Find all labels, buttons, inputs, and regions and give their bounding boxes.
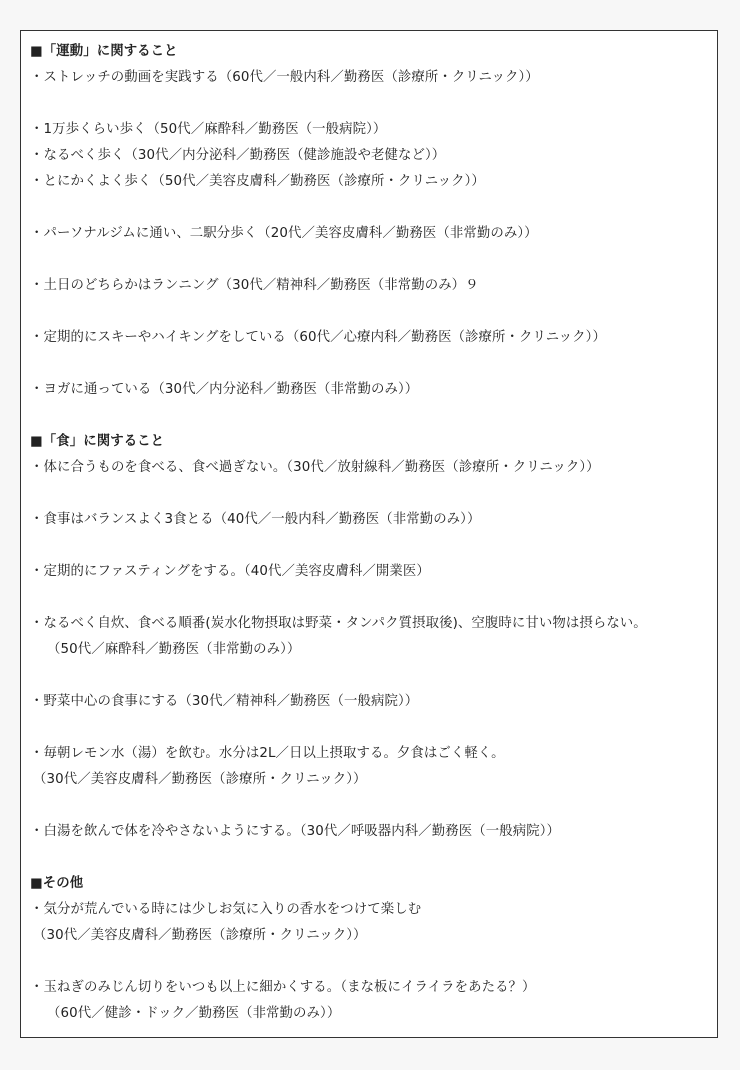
list-item-continued: （60代／健診・ドック／勤務医（非常勤のみ））: [47, 1006, 341, 1021]
article-box: [20, 30, 718, 1038]
list-item: ・白湯を飲んで体を冷やさないようにする。（30代／呼吸器内科／勤務医（一般病院））: [30, 824, 560, 839]
section-heading-other: ■その他: [30, 876, 84, 891]
list-item: ・野菜中心の食事にする（30代／精神科／勤務医（一般病院））: [30, 694, 419, 709]
list-item: ・定期的にファスティングをする。（40代／美容皮膚科／開業医）: [30, 564, 430, 579]
list-item: ・なるべく歩く（30代／内分泌科／勤務医（健診施設や老健など））: [30, 148, 446, 163]
list-item: ・玉ねぎのみじん切りをいつも以上に細かくする。（まな板にイライラをあたる？）: [30, 980, 536, 995]
list-item-continued: （50代／麻酔科／勤務医（非常勤のみ））: [47, 642, 301, 657]
section-heading-exercise: ■「運動」に関すること: [30, 44, 178, 59]
list-item-continued: （30代／美容皮膚科／勤務医（診療所・クリニック））: [33, 928, 367, 943]
list-item: ・1万歩くらい歩く（50代／麻酔科／勤務医（一般病院））: [30, 122, 387, 137]
list-item: ・ストレッチの動画を実践する（60代／一般内科／勤務医（診療所・クリニック））: [30, 70, 539, 85]
list-item: ・ヨガに通っている（30代／内分泌科／勤務医（非常勤のみ））: [30, 382, 419, 397]
list-item: ・食事はバランスよく3食とる（40代／一般内科／勤務医（非常勤のみ））: [30, 512, 481, 527]
list-item: ・土日のどちらかはランニング（30代／精神科／勤務医（非常勤のみ）９: [30, 278, 479, 293]
list-item: ・なるべく自炊、食べる順番(炭水化物摂取は野菜・タンパク質摂取後)、空腹時に甘い物は摂らない。: [30, 616, 647, 631]
list-item: ・パーソナルジムに通い、二駅分歩く（20代／美容皮膚科／勤務医（非常勤のみ））: [30, 226, 538, 241]
list-item: ・とにかくよく歩く（50代／美容皮膚科／勤務医（診療所・クリニック））: [30, 174, 485, 189]
list-item-continued: （30代／美容皮膚科／勤務医（診療所・クリニック））: [33, 772, 367, 787]
list-item: ・定期的にスキーやハイキングをしている（60代／心療内科／勤務医（診療所・クリニック））: [30, 330, 606, 345]
list-item: ・体に合うものを食べる、食べ過ぎない。（30代／放射線科／勤務医（診療所・クリニック））: [30, 460, 600, 475]
section-heading-food: ■「食」に関すること: [30, 434, 165, 449]
list-item: ・毎朝レモン水（湯）を飲む。水分は2L／日以上摂取する。夕食はごく軽く。: [30, 746, 505, 761]
list-item: ・気分が荒んでいる時には少しお気に入りの香水をつけて楽しむ: [30, 902, 422, 917]
